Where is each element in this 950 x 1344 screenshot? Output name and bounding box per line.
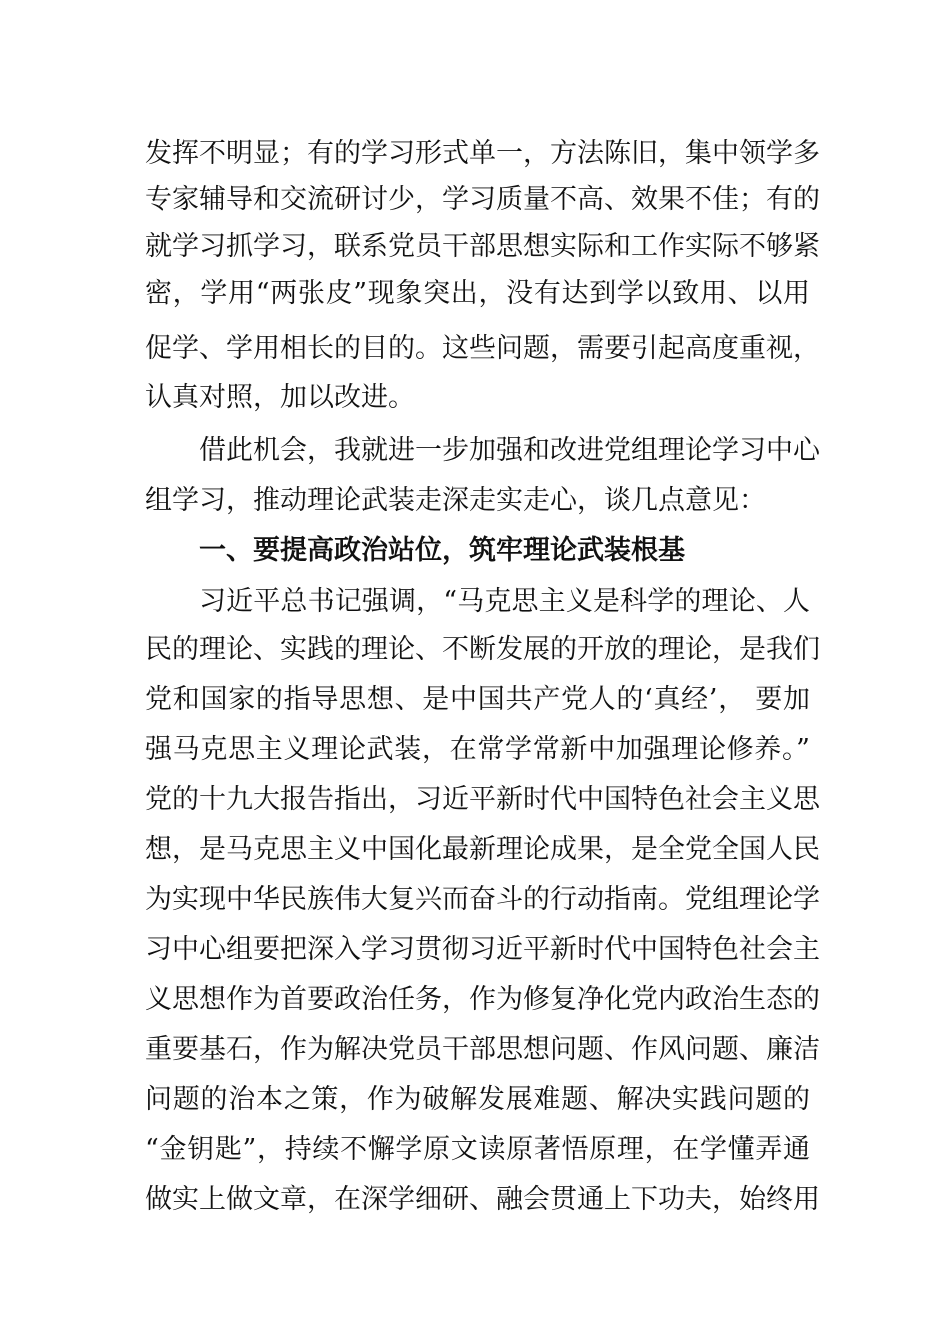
text-line: 强马克思主义理论武装，在常学常新中加强理论修养。” — [145, 734, 810, 765]
text-line: 习中心组要把深入学习贯彻习近平新时代中国特色社会主 — [145, 934, 820, 965]
text-line: 重要基石，作为解决党员干部思想问题、作风问题、廉洁 — [145, 1034, 820, 1065]
text-line: 做实上做文章，在深学细研、融会贯通上下功夫，始终用 — [145, 1184, 820, 1215]
text-line: 习近平总书记强调，“马克思主义是科学的理论、人 — [199, 586, 810, 617]
text-line: 借此机会，我就进一步加强和改进党组理论学习中心 — [199, 435, 820, 466]
text-line: 义思想作为首要政治任务，作为修复净化党内政治生态的 — [145, 984, 820, 1015]
text-line: 专家辅导和交流研讨少，学习质量不高、效果不佳；有的 — [145, 184, 820, 215]
text-line: 想，是马克思主义中国化最新理论成果，是全党全国人民 — [145, 834, 820, 865]
text-line: 就学习抓学习，联系党员干部思想实际和工作实际不够紧 — [145, 231, 820, 262]
text-line: 为实现中华民族伟大复兴而奋斗的行动指南。党组理论学 — [145, 884, 820, 915]
text-line: 密，学用“两张皮”现象突出，没有达到学以致用、以用 — [145, 278, 810, 309]
text-line: 促学、学用相长的目的。这些问题，需要引起高度重视， — [145, 333, 820, 364]
text-line: 认真对照，加以改进。 — [145, 382, 415, 413]
text-line: 民的理论、实践的理论、不断发展的开放的理论，是我们 — [145, 634, 820, 665]
text-line: 党和国家的指导思想、是中国共产党人的‘真经’， 要加 — [145, 684, 810, 715]
text-line: 组学习，推动理论武装走深走实走心，谈几点意见： — [145, 485, 766, 516]
text-line: 问题的治本之策，作为破解发展难题、解决实践问题的 — [145, 1084, 810, 1115]
text-line: “金钥匙”，持续不懈学原文读原著悟原理，在学懂弄通 — [145, 1134, 810, 1165]
section-heading: 一、要提高政治站位，筑牢理论武装根基 — [199, 535, 685, 566]
text-line: 发挥不明显；有的学习形式单一，方法陈旧，集中领学多 — [145, 138, 820, 169]
text-line: 党的十九大报告指出，习近平新时代中国特色社会主义思 — [145, 784, 820, 815]
